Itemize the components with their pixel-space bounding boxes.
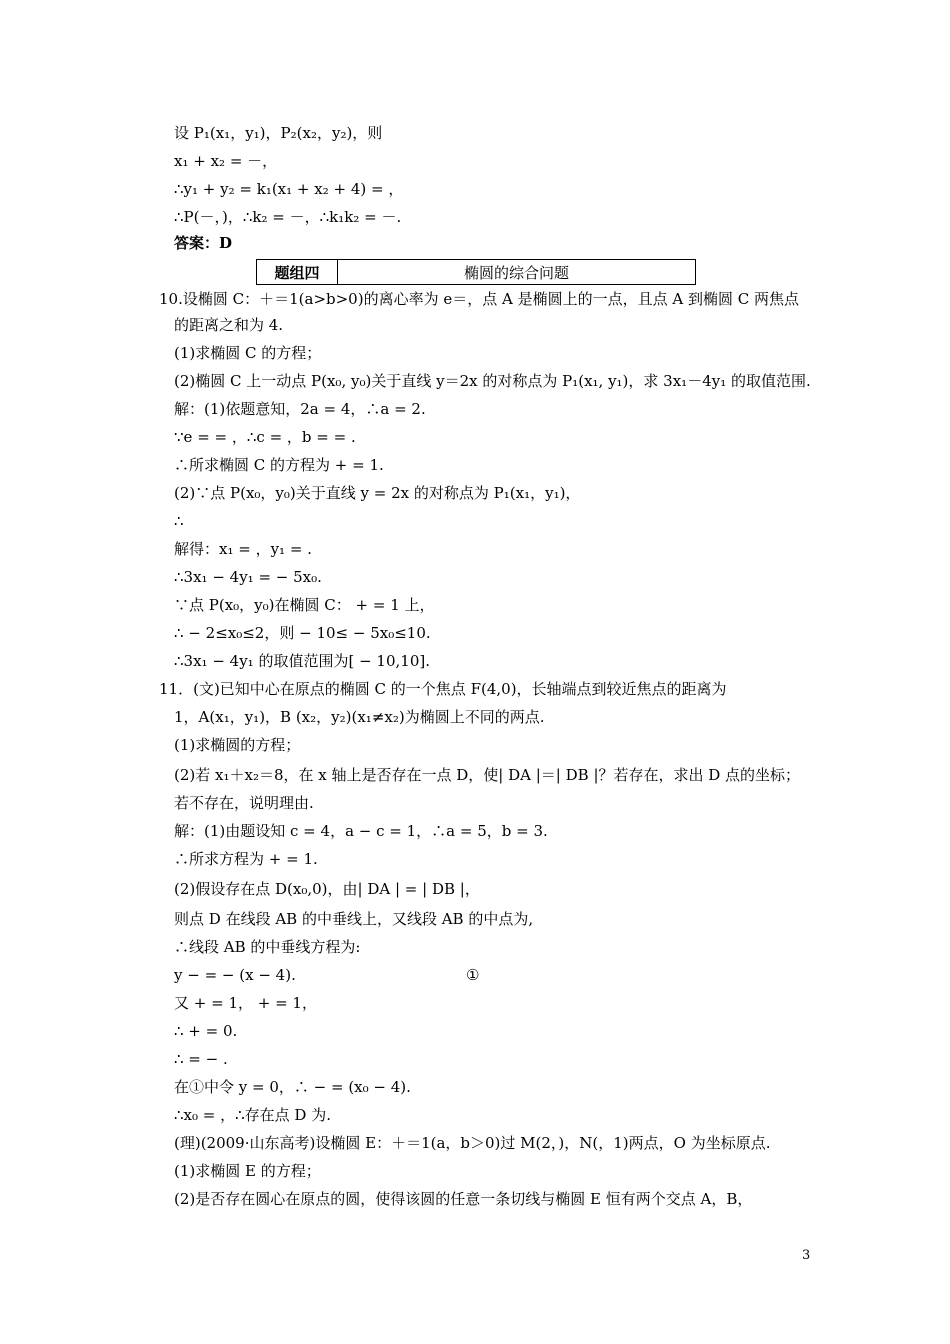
text-line: 的距离之和为 4. bbox=[174, 316, 284, 334]
text-line: 解得：x₁ = ，y₁ = . bbox=[174, 540, 312, 558]
equation-marker: ① bbox=[466, 966, 480, 984]
text-line: ∵点 P(x₀，y₀)在椭圆 C： + = 1 上， bbox=[174, 596, 435, 614]
text-line: (2)是否存在圆心在原点的圆，使得该圆的任意一条切线与椭圆 E 恒有两个交点 A，B， bbox=[174, 1190, 753, 1208]
text-line: ∵e = = ，∴c = ，b = = . bbox=[174, 428, 356, 446]
text-line: ∴3x₁ − 4y₁ 的取值范围为[ − 10,10]. bbox=[174, 652, 430, 670]
problem-line: 10.设椭圆 C：＋＝1(a>b>0)的离心率为 e＝，点 A 是椭圆上的一点，且点 A 到椭圆 C 两焦点 bbox=[159, 290, 799, 308]
text-line: (1)求椭圆 C 的方程； bbox=[174, 344, 322, 362]
text-line: ∴P(－，)，∴k₂ = －，∴k₁k₂ = －. bbox=[174, 208, 402, 226]
text-line: (2)∵点 P(x₀，y₀)关于直线 y = 2x 的对称点为 P₁(x₁，y₁)， bbox=[174, 484, 581, 502]
text-line: (1)求椭圆 E 的方程； bbox=[174, 1162, 321, 1180]
solution-line: 解：(1)依题意知，2a = 4，∴a = 2. bbox=[174, 400, 426, 418]
text-line: y − = − (x − 4). bbox=[174, 966, 296, 984]
text-line: ∴ bbox=[174, 512, 184, 530]
text-line: (2)若 x₁＋x₂＝8，在 x 轴上是否存在一点 D，使| DA |＝| DB |？若存在，求出 D 点的坐标； bbox=[174, 766, 801, 784]
problem-line: (理)(2009·山东高考)设椭圆 E：＋＝1(a，b＞0)过 M(2，)，N(，1)两点，O 为坐标原点. bbox=[174, 1134, 771, 1152]
text-line: (2)椭圆 C 上一动点 P(x₀, y₀)关于直线 y＝2x 的对称点为 P₁(x₁, y₁)，求 3x₁－4y₁ 的取值范围. bbox=[174, 372, 811, 390]
page-number: 3 bbox=[802, 1248, 811, 1263]
text-line: (1)求椭圆的方程； bbox=[174, 736, 301, 754]
text-line: ∴所求椭圆 C 的方程为 + = 1. bbox=[174, 456, 384, 474]
text-line: x₁ + x₂ = －， bbox=[174, 152, 278, 170]
group-label: 题组四 bbox=[257, 260, 338, 285]
text-line: ∴y₁ + y₂ = k₁(x₁ + x₂ + 4) = ， bbox=[174, 180, 404, 198]
text-line: 若不存在，说明理由. bbox=[174, 794, 314, 812]
text-line: ∴所求方程为 + = 1. bbox=[174, 850, 318, 868]
text-line: (2)假设存在点 D(x₀,0)，由| DA | = | DB |， bbox=[174, 880, 480, 898]
text-line: 则点 D 在线段 AB 的中垂线上，又线段 AB 的中点为, bbox=[174, 910, 534, 928]
problem-line: 11．(文)已知中心在原点的椭圆 C 的一个焦点 F(4,0)，长轴端点到较近焦点的距离为 bbox=[159, 680, 727, 698]
text-line: ∴ = − . bbox=[174, 1050, 228, 1068]
text-line: ∴线段 AB 的中垂线方程为: bbox=[174, 938, 361, 956]
group-title: 椭圆的综合问题 bbox=[338, 260, 696, 285]
solution-line: 解：(1)由题设知 c = 4，a − c = 1，∴a = 5，b = 3. bbox=[174, 822, 548, 840]
text-line: 设 P₁(x₁，y₁)，P₂(x₂，y₂)，则 bbox=[174, 124, 383, 142]
text-line: ∴ − 2≤x₀≤2，则 − 10≤ − 5x₀≤10. bbox=[174, 624, 431, 642]
text-line: 又 + = 1， + = 1， bbox=[174, 994, 317, 1012]
text-line: ∴ + = 0. bbox=[174, 1022, 238, 1040]
text-line: ∴x₀ = ，∴存在点 D 为. bbox=[174, 1106, 331, 1124]
text-line: 在①中令 y = 0，∴ − = (x₀ − 4). bbox=[174, 1078, 411, 1096]
section-header-table bbox=[256, 259, 696, 285]
text-line: ∴3x₁ − 4y₁ = − 5x₀. bbox=[174, 568, 322, 586]
text-line: 1，A(x₁，y₁)，B (x₂，y₂)(x₁≠x₂)为椭圆上不同的两点. bbox=[174, 708, 545, 726]
answer-line: 答案：D bbox=[174, 234, 233, 252]
